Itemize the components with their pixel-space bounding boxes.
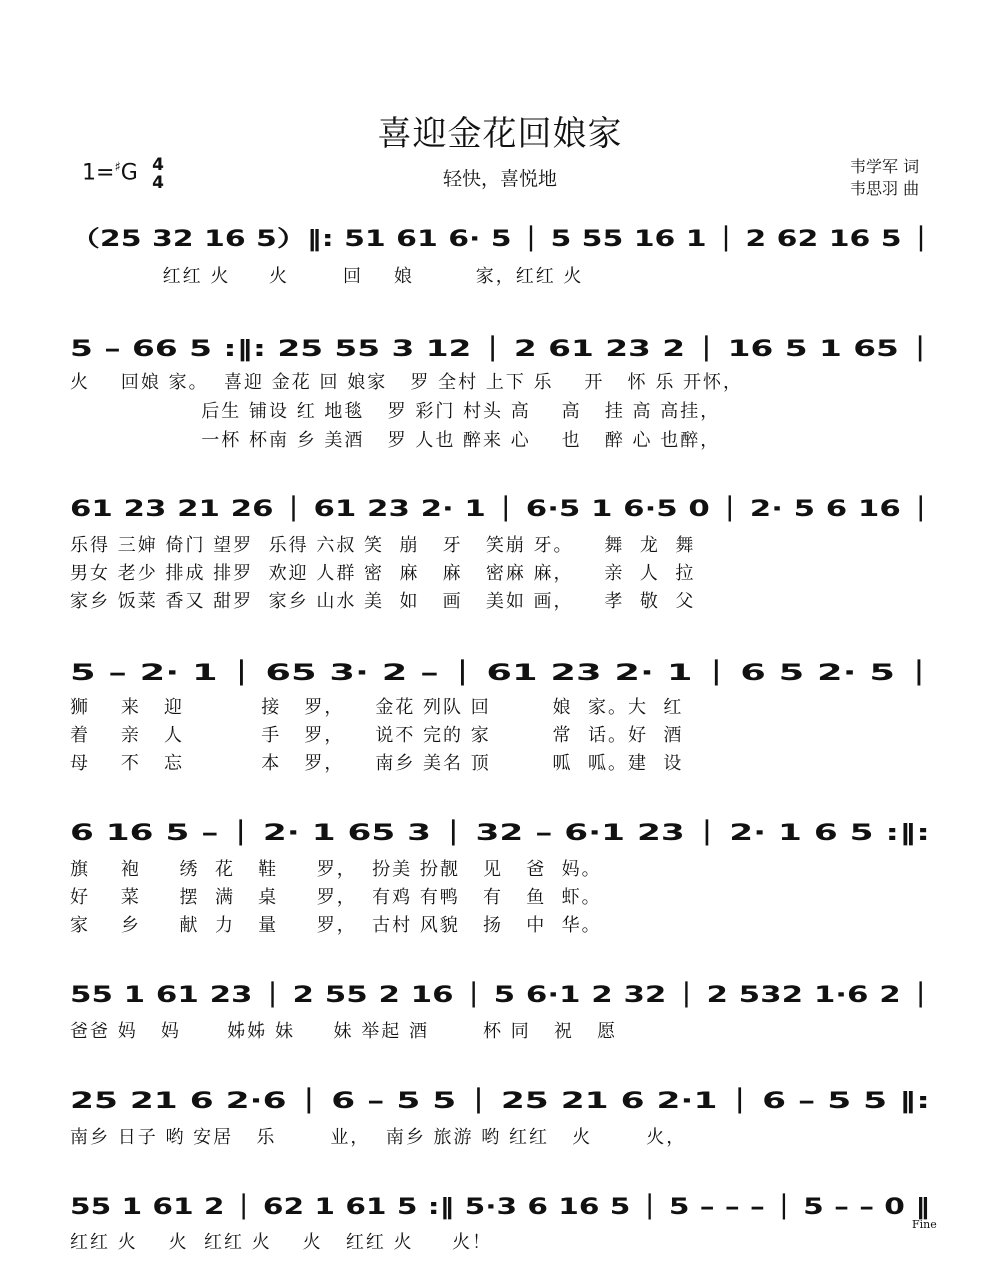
lyricist-credit: 韦学军 词 [850, 157, 920, 176]
notation-text-5: 6 16 5 – │ 2· 1 65 3 │ 32 – 6·1 23 │ 2· 1 6 5 :‖: [70, 821, 622, 846]
lyric-line-8-1: 红红 火 火 红红 火 火 红红 火 火！ [70, 1232, 493, 1253]
time-signature-bottom: 4 [152, 173, 164, 193]
lyric-line-5-1: 旗 袍 绣 花 鞋 罗， 扮美 扮靓 见 爸 妈。 [70, 859, 602, 880]
notation-text-2: 5 – 66 5 :‖: 25 55 3 12 │ 2 61 23 2 │ 16 5 1 65 │ [70, 337, 647, 362]
notation-text-6: 55 1 61 23 │ 2 55 2 16 │ 5 6·1 2 32 │ 2 532 1·6 2 │ [70, 983, 684, 1008]
lyric-line-3-3: 家乡 饭菜 香又 甜罗 家乡 山水 美 如 画 美如 画， 孝 敬 父 [70, 591, 696, 612]
notation-line-4 [0, 652, 1000, 696]
lyric-line-5-2: 好 菜 摆 满 桌 罗， 有鸡 有鸭 有 鱼 虾。 [70, 887, 602, 908]
time-signature-top: 4 [152, 155, 164, 175]
lyric-line-4-2: 着 亲 人 手 罗， 说不 完的 家 常 话。好 酒 [70, 725, 684, 746]
key-letter: G [120, 160, 138, 186]
notation-text-1: （25 32 16 5）‖: 51 61 6· 5 │ 5 55 16 1 │ 2 62 16 5 │ [70, 227, 703, 252]
notation-line-3 [0, 488, 1000, 532]
lyric-line-4-1: 狮 来 迎 接 罗， 金花 列队 回 娘 家。大 红 [70, 697, 684, 718]
notation-line-7 [0, 1080, 1000, 1124]
notation-line-8 [0, 1186, 1000, 1230]
notation-text-7: 25 21 6 2·6 │ 6 – 5 5 │ 25 21 6 2·1 │ 6 – 5 5 ‖: [70, 1089, 620, 1114]
lyric-line-1-1: 红红 火 火 回 娘 家，红红 火 [70, 266, 584, 287]
notation-text-3: 61 23 21 26 │ 61 23 2· 1 │ 6·5 1 6·5 0 │ 2· 5 6 16 │ [70, 497, 685, 522]
lyric-line-4-3: 母 不 忘 本 罗， 南乡 美名 顶 呱 呱。建 设 [70, 753, 684, 774]
notation-line-1 [0, 218, 1000, 262]
lyric-line-3-2: 男女 老少 排成 排罗 欢迎 人群 密 麻 麻 密麻 麻， 亲 人 拉 [70, 563, 696, 584]
credits [850, 156, 919, 200]
lyric-line-2-1: 火 回娘 家。 喜迎 金花 回 娘家 罗 全村 上下 乐 开 怀 乐 开怀， [70, 372, 744, 393]
score-title: 喜迎金花回娘家 [377, 114, 623, 154]
notation-text-8: 55 1 61 2 │ 62 1 61 5 :‖ 5·3 6 16 5 │ 5 – – – │ 5 – – 0 ‖ [70, 1195, 710, 1220]
lyric-line-2-2: 后生 铺设 红 地毯 罗 彩门 村头 高 高 挂 高 高挂， [70, 401, 721, 422]
lyric-line-2-3: 一杯 杯南 乡 美酒 罗 人也 醉来 心 也 醉 心 也醉， [70, 430, 721, 451]
lyric-line-3-1: 乐得 三婶 倚门 望罗 乐得 六叔 笑 崩 牙 笑崩 牙。 舞 龙 舞 [70, 535, 696, 556]
sharp-symbol: ♯ [114, 160, 121, 175]
notation-line-6 [0, 974, 1000, 1018]
composer-credit: 韦思羽 曲 [850, 179, 920, 198]
lyric-line-5-3: 家 乡 献 力 量 罗， 古村 风貌 扬 中 华。 [70, 915, 602, 936]
fine-marking: Fine [912, 1218, 937, 1231]
key-prefix: 1= [82, 160, 115, 186]
lyric-line-7-1: 南乡 日子 哟 安居 乐 业， 南乡 旅游 哟 红红 火 火， [70, 1127, 687, 1148]
tempo-marking: 轻快，喜悦地 [442, 168, 557, 190]
lyric-line-6-1: 爸爸 妈 妈 姊姊 妹 妹 举起 酒 杯 同 祝 愿 [70, 1021, 618, 1042]
notation-line-5 [0, 812, 1000, 856]
notation-text-4: 5 – 2· 1 │ 65 3· 2 – │ 61 23 2· 1 │ 6 5 2· 5 │ [70, 661, 585, 686]
notation-line-2 [0, 328, 1000, 372]
